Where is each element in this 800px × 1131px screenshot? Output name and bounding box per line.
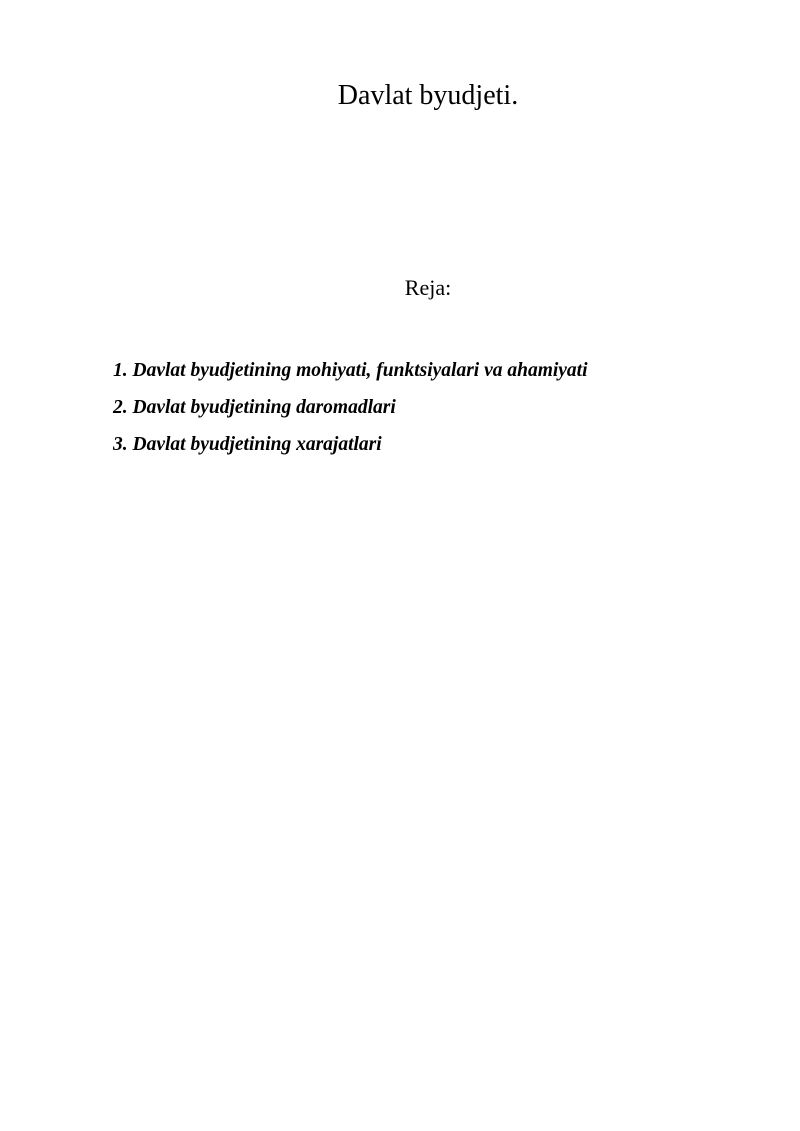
plan-heading: Reja: <box>404 275 452 300</box>
plan-item-1: 1. Davlat byudjetining mohiyati, funktsiyalari va ahamiyati <box>113 360 588 381</box>
plan-list <box>113 352 753 463</box>
document-title: Davlat byudjeti. <box>337 80 519 111</box>
plan-item-3: 3. Davlat byudjetining xarajatlari <box>113 434 382 455</box>
plan-item-2: 2. Davlat byudjetining daromadlari <box>113 397 396 418</box>
